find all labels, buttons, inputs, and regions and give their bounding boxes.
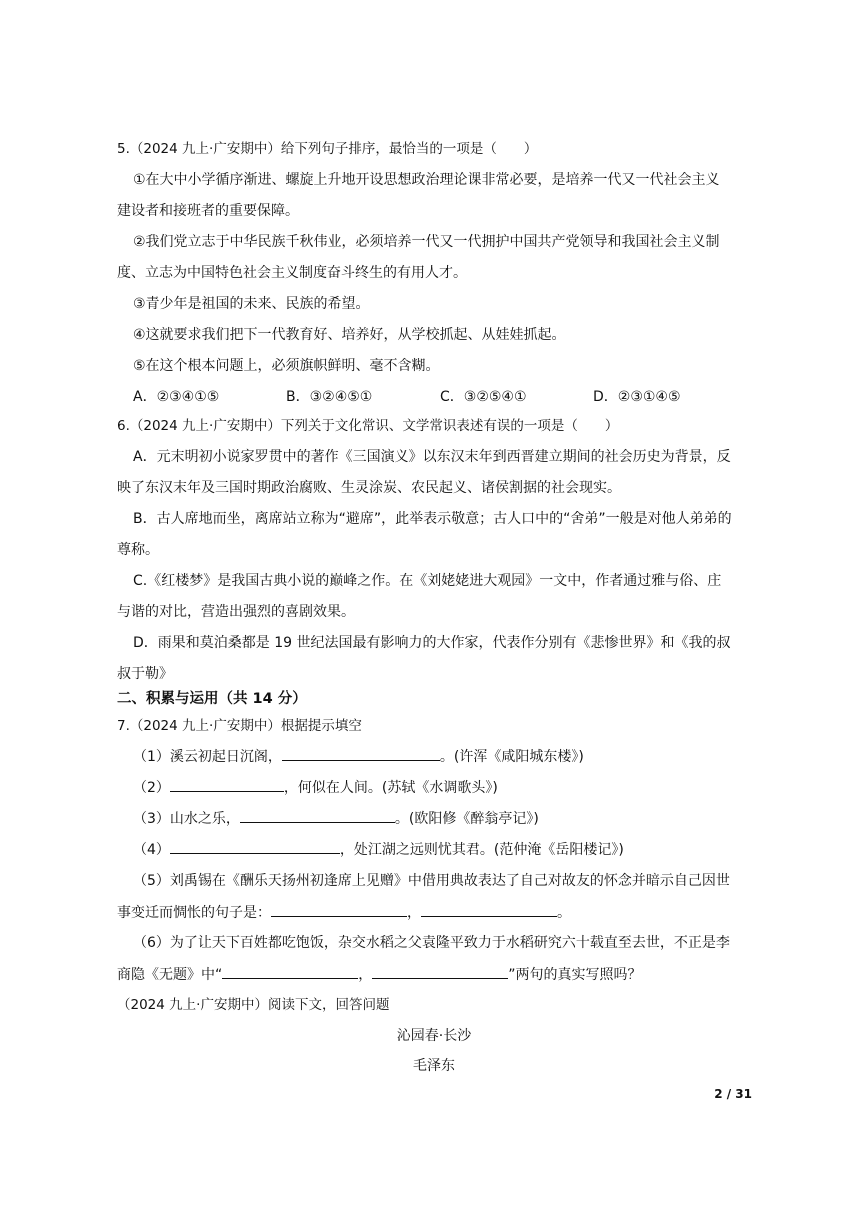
q7-item-6-line2: [117, 964, 642, 985]
section-heading: 二、积累与运用（共 14 分）: [117, 691, 307, 707]
q7-item-2: [133, 777, 498, 798]
reading-prompt: （2024 九上·广安期中）阅读下文，回答问题: [117, 997, 390, 1013]
page-number: 2 / 31: [714, 1087, 752, 1101]
q7-item-2-prompt: （2）: [133, 780, 170, 796]
q6-option-a-line1: A．元末明初小说家罗贯中的著作《三国演义》以东汉末年到西晋建立期间的社会历史为背景，反: [133, 449, 731, 465]
answer-blank[interactable]: [271, 902, 407, 917]
q7-item-6-line1: （6）为了让天下百姓都吃饱饭，杂交水稻之父袁隆平致力于水稻研究六十载直至去世，不正是李: [133, 935, 730, 951]
q7-item-5-line1: （5）刘禹锡在《酬乐天扬州初逢席上见赠》中借用典故表达了自己对故友的怀念并暗示自己因世: [133, 873, 730, 889]
q7-item-1-source: 。(许浑《咸阳城东楼》): [439, 749, 584, 765]
answer-blank[interactable]: [421, 902, 557, 917]
answer-blank[interactable]: [170, 839, 340, 854]
poem-title: 沁园春·长沙: [396, 1028, 472, 1044]
question-5-stem: 5.（2024 九上·广安期中）给下列句子排序，最恰当的一项是（ ）: [117, 141, 538, 157]
q5-option-b: B．③②④⑤①: [286, 389, 373, 405]
q7-item-4: [133, 839, 624, 860]
q7-item-4-prompt: （4）: [133, 842, 170, 858]
q5-sentence-5: ⑤在这个根本问题上，必须旗帜鲜明、毫不含糊。: [133, 358, 440, 374]
q5-option-c: C．③②⑤④①: [440, 389, 527, 405]
answer-blank[interactable]: [372, 964, 508, 979]
q6-option-b-line1: B．古人席地而坐，离席站立称为“避席”，此举表示敬意；古人口中的“舍弟”一般是对他人弟弟的: [133, 511, 732, 527]
period: 。: [557, 905, 571, 921]
answer-blank[interactable]: [222, 964, 358, 979]
question-6-stem: 6.（2024 九上·广安期中）下列关于文化常识、文学常识表述有误的一项是（ ）: [117, 418, 619, 434]
q7-item-2-source: ，何似在人间。(苏轼《水调歌头》): [283, 780, 498, 796]
answer-blank[interactable]: [170, 777, 284, 792]
q5-sentence-3: ③青少年是祖国的未来、民族的希望。: [133, 296, 370, 312]
q7-item-6-prompt: 商隐《无题》中“: [117, 967, 223, 983]
q6-option-c-line1: C.《红楼梦》是我国古典小说的巅峰之作。在《刘姥姥进大观园》一文中，作者通过雅与俗、庄: [133, 573, 722, 589]
question-7-stem: 7.（2024 九上·广安期中）根据提示填空: [117, 718, 362, 734]
q5-sentence-2-line2: 度、立志为中国特色社会主义制度奋斗终生的有用人才。: [117, 265, 467, 281]
q6-option-b-line2: 尊称。: [117, 542, 159, 558]
q7-item-3: [133, 808, 539, 829]
q7-item-5-line2: [117, 902, 571, 923]
answer-blank[interactable]: [240, 808, 395, 823]
q5-sentence-1-line2: 建设者和接班者的重要保障。: [117, 203, 299, 219]
q7-item-3-prompt: （3）山水之乐，: [133, 811, 240, 827]
q5-option-a: A．②③④①⑤: [133, 389, 220, 405]
q5-option-d: D．②③①④⑤: [593, 389, 681, 405]
q7-item-1: [133, 746, 584, 767]
q5-sentence-1-line1: ①在大中小学循序渐进、螺旋上升地开设思想政治理论课非常必要，是培养一代又一代社会主义: [133, 172, 720, 188]
q5-sentence-4: ④这就要求我们把下一代教育好、培养好，从学校抓起、从娃娃抓起。: [133, 327, 566, 343]
q6-option-d-line1: D．雨果和莫泊桑都是 19 世纪法国最有影响力的大作家，代表作分别有《悲惨世界》和《我的叔: [133, 635, 731, 651]
q7-item-6-suffix: ”两句的真实写照吗？: [508, 967, 642, 983]
q7-item-5-prompt: 事变迁而惆怅的句子是：: [117, 905, 271, 921]
q7-item-1-prompt: （1）溪云初起日沉阁，: [133, 749, 282, 765]
q7-item-3-source: 。(欧阳修《醉翁亭记》): [394, 811, 539, 827]
poem-author: 毛泽东: [413, 1058, 455, 1074]
q7-item-4-source: ，处江湖之远则忧其君。(范仲淹《岳阳楼记》): [339, 842, 624, 858]
q6-option-d-line2: 叔于勒》: [117, 666, 173, 682]
comma: ，: [407, 905, 421, 921]
answer-blank[interactable]: [282, 746, 440, 761]
comma: ，: [358, 967, 373, 983]
q5-sentence-2-line1: ②我们党立志于中华民族千秋伟业，必须培养一代又一代拥护中国共产党领导和我国社会主义制: [133, 234, 720, 250]
q6-option-c-line2: 与谐的对比，营造出强烈的喜剧效果。: [117, 604, 355, 620]
q6-option-a-line2: 映了东汉末年及三国时期政治腐败、生灵涂炭、农民起义、诸侯割据的社会现实。: [117, 480, 621, 496]
